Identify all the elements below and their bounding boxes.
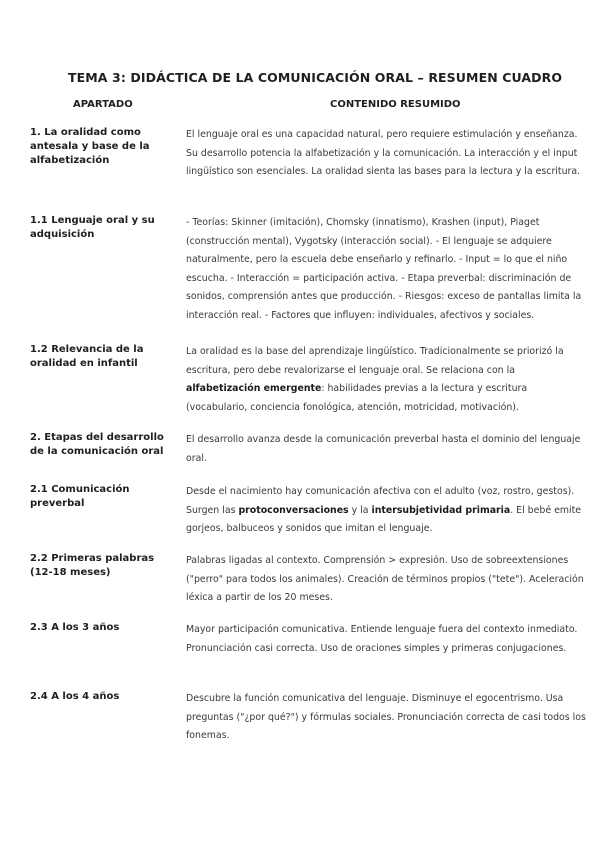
row-content — [186, 214, 590, 325]
content-text: El desarrollo avanza desde la comunicación preverbal hasta el dominio del lenguaje oral. — [186, 434, 581, 464]
row-content — [186, 621, 590, 658]
content-text: La oralidad es la base del aprendizaje lingüístico. Tradicionalmente se priorizó la escritura, pero debe revalorizarse el lenguaje oral. Se relaciona con la — [186, 346, 564, 376]
column-header-contenido: CONTENIDO RESUMIDO — [330, 99, 461, 110]
row-content — [186, 343, 590, 417]
row-content — [186, 483, 590, 539]
row-label: 2.3 A los 3 años — [30, 622, 120, 633]
bold-term: alfabetización emergente — [186, 383, 322, 394]
bold-term: intersubjetividad primaria — [371, 504, 511, 516]
column-header-apartado: APARTADO — [73, 99, 133, 110]
row-content — [186, 431, 590, 468]
content-text: . El bebé emite gorjeos, balbuceos y sonidos que imitan el lenguaje. — [186, 504, 582, 534]
row-label: 1.1 Lenguaje oral y su adquisición — [30, 215, 155, 240]
content-text: El lenguaje oral es una capacidad natural, pero requiere estimulación y enseñanza. Su desarrollo potencia la alfabetización y la comunicación. La interacción y el input lingüístico son esenciales. La oralidad sienta las bases para la lectura y la escritura. — [186, 129, 581, 177]
content-text: - Teorías: Skinner (imitación), Chomsky (innatismo), Krashen (input), Piaget (construcción mental), Vygotsky (interacción social). - El lenguaje se adquiere naturalmente, pero la escuela debe enseñarlo y refinarlo. - Input = lo que el niño escucha. - Interacción = participación activa. - Etapa preverbal: discriminación de sonidos, comprensión antes que producción. - Riesgos: exceso de pantallas limita la interacción real. - Factores que influyen: individuales, afectivos y sociales. — [186, 217, 582, 321]
row-content — [186, 126, 590, 182]
row-label: 2.4 A los 4 años — [30, 691, 120, 702]
row-label: 1.2 Relevancia de la oralidad en infantil — [30, 344, 144, 369]
content-text: Palabras ligadas al contexto. Comprensión > expresión. Uso de sobreextensiones ("perro" para todos los animales). Creación de términos propios ("tete"). Aceleración léxica a partir de los 20 meses. — [186, 555, 584, 603]
content-text: y la — [348, 504, 372, 516]
row-label: 2.2 Primeras palabras (12-18 meses) — [30, 553, 155, 578]
content-text: : habilidades previas a la lectura y escritura (vocabulario, conciencia fonológica, atención, motricidad, motivación). — [186, 383, 528, 413]
row-content — [186, 690, 590, 746]
row-label: 1. La oralidad como antesala y base de la alfabetización — [30, 127, 150, 166]
row-label: 2.1 Comunicación preverbal — [30, 484, 130, 509]
row-label: 2. Etapas del desarrollo de la comunicación oral — [30, 432, 164, 457]
content-text: Desde el nacimiento hay comunicación afectiva con el adulto (voz, rostro, gestos). Surgen las — [186, 486, 575, 516]
content-text: Descubre la función comunicativa del lenguaje. Disminuye el egocentrismo. Usa preguntas ("¿por qué?") y fórmulas sociales. Pronunciación correcta de casi todos los fonemas. — [186, 693, 586, 741]
document-title: TEMA 3: DIDÁCTICA DE LA COMUNICACIÓN ORAL – RESUMEN CUADRO — [68, 70, 563, 85]
content-text: Mayor participación comunicativa. Entiende lenguaje fuera del contexto inmediato. Pronunciación casi correcta. Uso de oraciones simples y primeras conjugaciones. — [186, 624, 578, 654]
row-content — [186, 552, 590, 608]
bold-term: protoconversaciones — [238, 504, 349, 516]
